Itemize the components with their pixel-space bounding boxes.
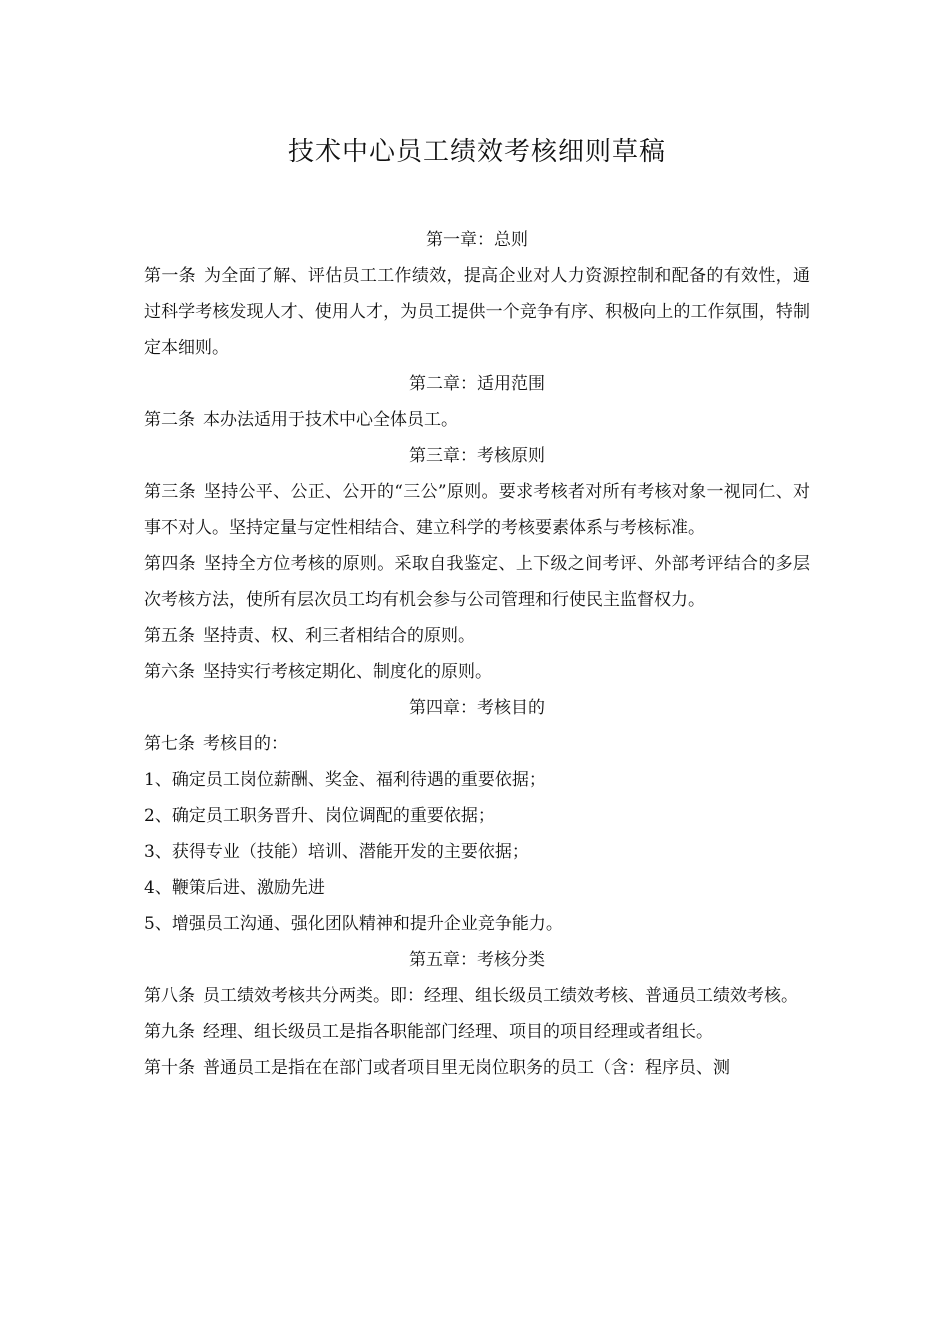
article-number: 第二条 <box>144 410 195 430</box>
article-paragraph <box>144 978 810 1014</box>
article-paragraph <box>144 258 810 366</box>
article-text: 3、获得专业（技能）培训、潜能开发的主要依据； <box>144 842 529 862</box>
article-paragraph <box>144 834 810 870</box>
article-number: 第五条 <box>144 626 195 646</box>
article-text: 坚持责、权、利三者相结合的原则。 <box>203 626 475 646</box>
article-text: 坚持公平、公正、公开的“三公”原则。要求考核者对所有考核对象一视同仁、对事不对人。坚持定量与定性相结合、建立科学的考核要素体系与考核标准。 <box>144 482 810 538</box>
article-paragraph <box>144 618 810 654</box>
article-paragraph <box>144 798 810 834</box>
article-number: 第八条 <box>144 986 195 1006</box>
article-text: 经理、组长级员工是指各职能部门经理、项目的项目经理或者组长。 <box>203 1022 713 1042</box>
document-body <box>144 222 810 1086</box>
article-number: 第六条 <box>144 662 195 682</box>
article-paragraph <box>144 402 810 438</box>
article-paragraph <box>144 870 810 906</box>
document-title: 技术中心员工绩效考核细则草稿 <box>287 137 666 167</box>
article-number: 第三条 <box>144 482 196 502</box>
article-paragraph <box>144 762 810 798</box>
article-text: 坚持全方位考核的原则。采取自我鉴定、上下级之间考评、外部考评结合的多层次考核方法，使所有层次员工均有机会参与公司管理和行使民主监督权力。 <box>144 554 811 610</box>
article-text: 1、确定员工岗位薪酬、奖金、福利待遇的重要依据； <box>144 770 546 790</box>
chapter-heading: 第五章：考核分类 <box>409 950 545 970</box>
article-text: 2、确定员工职务晋升、岗位调配的重要依据； <box>144 806 495 826</box>
article-text: 考核目的： <box>203 734 288 754</box>
article-number: 第一条 <box>144 266 196 286</box>
article-text: 员工绩效考核共分两类。即：经理、组长级员工绩效考核、普通员工绩效考核。 <box>203 986 798 1006</box>
article-text: 坚持实行考核定期化、制度化的原则。 <box>203 662 492 682</box>
article-paragraph <box>144 1050 810 1086</box>
article-paragraph <box>144 474 810 546</box>
article-text: 4、鞭策后进、激励先进 <box>144 878 325 898</box>
article-paragraph <box>144 546 810 618</box>
article-number: 第九条 <box>144 1022 195 1042</box>
chapter-heading: 第二章：适用范围 <box>409 374 545 394</box>
article-paragraph <box>144 1014 810 1050</box>
chapter-heading: 第一章：总则 <box>426 230 528 250</box>
chapter-heading: 第三章：考核原则 <box>409 446 545 466</box>
article-text: 5、增强员工沟通、强化团队精神和提升企业竞争能力。 <box>144 914 563 934</box>
article-paragraph <box>144 654 810 690</box>
chapter-heading: 第四章：考核目的 <box>409 698 545 718</box>
article-paragraph <box>144 906 810 942</box>
article-paragraph <box>144 726 810 762</box>
article-text: 本办法适用于技术中心全体员工。 <box>203 410 458 430</box>
article-number: 第四条 <box>144 554 196 574</box>
article-number: 第七条 <box>144 734 195 754</box>
article-number: 第十条 <box>144 1058 195 1078</box>
article-text: 普通员工是指在在部门或者项目里无岗位职务的员工（含：程序员、测 <box>203 1058 730 1078</box>
article-text: 为全面了解、评估员工工作绩效，提高企业对人力资源控制和配备的有效性，通过科学考核发现人才、使用人才，为员工提供一个竞争有序、积极向上的工作氛围，特制定本细则。 <box>144 266 811 358</box>
